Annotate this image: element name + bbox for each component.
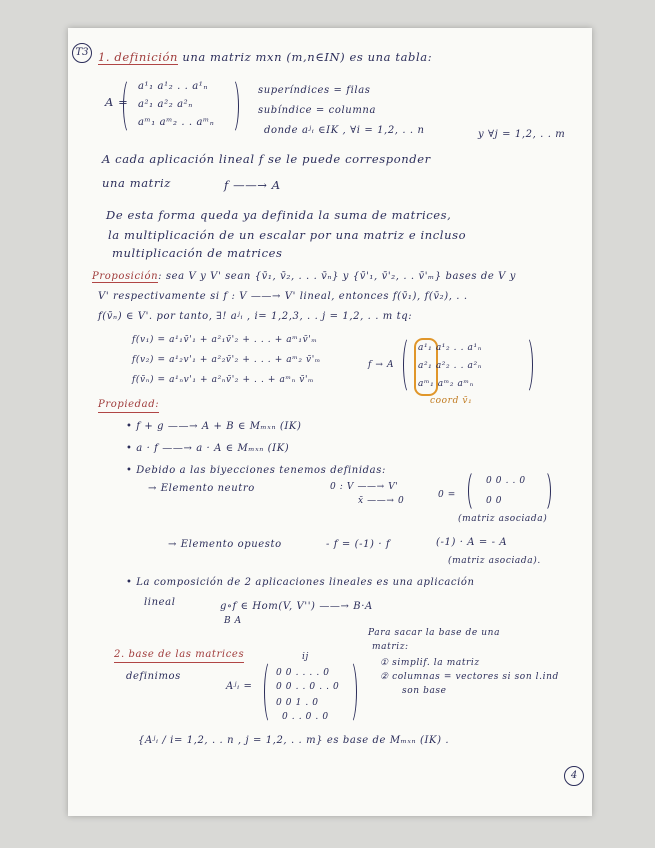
property-bijections: • Debido a las biyecciones tenemos definidas:: [126, 465, 386, 476]
text-line-1: A cada aplicación lineal f se le puede corresponder: [102, 152, 431, 166]
note-subindice: subíndice = columna: [258, 105, 377, 116]
basis-matrix-right-paren: [344, 660, 357, 724]
section2-heading: 2. base de las matrices: [114, 648, 244, 663]
note-superindices: superíndices = filas: [258, 85, 371, 96]
equation-2: f(v₂) = a¹₂v'₁ + a²₂v̄'₂ + . . . + aᵐ₂ v̄'ₘ: [132, 355, 321, 365]
text-line-2: una matriz: [102, 176, 171, 190]
prop-matrix-right-paren: [520, 336, 533, 394]
equation-3: f(v̄ₙ) = a¹ₙv'₁ + a²ₙv̄'₂ + . . + aᵐₙ v̄'ₘ: [132, 375, 315, 385]
zero-matrix-label: 0 =: [438, 490, 456, 500]
prop-matrix-row-1: a¹₁ a¹₂ . . a¹ₙ: [418, 343, 482, 353]
proposition-heading: Proposición: [92, 271, 159, 282]
properties-heading: Propiedad:: [98, 398, 159, 413]
f-to-a-label: f → A: [368, 360, 395, 370]
coord-annotation: coord v̄₁: [430, 396, 473, 406]
matrix-row-3: aᵐ₁ aᵐ₂ . . aᵐₙ: [138, 117, 215, 128]
side-note-1: Para sacar la base de una: [368, 628, 501, 638]
opposite-matrix: (-1) · A = - A: [436, 537, 508, 548]
property-scalar: • a · f ——→ a · A ∈ Mₘₓₙ (IK): [126, 443, 290, 454]
f-to-a-arrow: f ——→ A: [224, 178, 281, 192]
basis-row-3: 0 0 1 . 0: [276, 698, 319, 708]
neutral-element: → Elemento neutro: [148, 483, 255, 494]
opposite-note: (matriz asociada).: [448, 556, 541, 566]
proposition-line-3: f(v̄ₙ) ∈ V'. por tanto, ∃! aʲᵢ , i= 1,2,3, . . j = 1,2, . . m tq:: [98, 311, 413, 322]
composition-lineal: lineal: [144, 597, 176, 608]
notebook-page: [68, 28, 592, 816]
prop-matrix-row-3: aᵐ₁ aᵐ₂ aᵐₙ: [418, 379, 474, 389]
zero-matrix-row-1: 0 0 . . 0: [486, 476, 526, 486]
side-note-3: ① simplif. la matriz: [380, 658, 480, 668]
basis-row-1: 0 0 . . . . 0: [276, 668, 330, 678]
proposition-line-2: V' respectivamente si f : V ——→ V' lineal, entonces f(v̄₁), f(v̄₂), . .: [98, 291, 468, 302]
side-note-2: matriz:: [372, 642, 409, 652]
aij-label: Aʲᵢ =: [226, 681, 253, 692]
definition-line: [98, 50, 432, 64]
basis-row-2: 0 0 . . 0 . . 0: [276, 682, 340, 692]
opposite-equation: - f = (-1) · f: [326, 539, 391, 550]
ij-index: ij: [302, 652, 309, 662]
proposition-text-1: : sea V y V' sean {v̄₁, v̄₂, . . . v̄ₙ} y {v̄'₁, v̄'₂, . . v̄'ₘ} bases de V y: [158, 271, 516, 282]
basis-statement: {Aʲᵢ / i= 1,2, . . n , j = 1,2, . . m} es base de Mₘₓₙ (IK) .: [138, 735, 450, 746]
composition-sub: B A: [224, 616, 242, 626]
definimos: definimos: [126, 671, 181, 682]
side-note-4: ② columnas = vectores si son l.ind: [380, 672, 559, 682]
zero-matrix-note: (matriz asociada): [458, 514, 548, 524]
zero-matrix-right-paren: [538, 470, 551, 512]
neutral-map-2: x̄ ——→ 0: [358, 496, 405, 506]
composition-hom: g∘f ∈ Hom(V, V'') ——→ B·A: [220, 601, 373, 612]
matrix-row-1: a¹₁ a¹₂ . . a¹ₙ: [138, 81, 209, 92]
page-number: 4: [564, 766, 584, 786]
matrix-row-2: a²₁ a²₂ a²ₙ: [138, 99, 193, 110]
text-line-4: la multiplicación de un escalar por una matriz e incluso: [108, 228, 467, 242]
side-note-5: son base: [402, 686, 447, 696]
opposite-element: → Elemento opuesto: [168, 539, 282, 550]
margin-mark: T3: [72, 43, 92, 63]
neutral-map-1: 0 : V ——→ V': [330, 482, 399, 492]
text-line-5: multiplicación de matrices: [112, 246, 283, 260]
prop-matrix-row-2: a²₁ a²₂ . . a²ₙ: [418, 361, 482, 371]
note-forall-j: y ∀j = 1,2, . . m: [478, 129, 566, 140]
section1-heading: 1. definición: [98, 50, 179, 64]
zero-matrix-left-paren: [468, 470, 481, 512]
matrix-left-paren: [123, 78, 136, 134]
matrix-a-label: A =: [105, 95, 129, 109]
proposition-line-1: [92, 270, 516, 284]
definition-intro: una matriz mxn (m,n∈IN) es una tabla:: [182, 50, 433, 64]
composition-line: • La composición de 2 aplicaciones lineales es una aplicación: [126, 577, 475, 588]
basis-row-4: 0 . . 0 . 0: [282, 712, 329, 722]
property-sum: • f + g ——→ A + B ∈ Mₘₓₙ (IK): [126, 421, 302, 432]
text-line-3: De esta forma queda ya definida la suma de matrices,: [106, 208, 452, 222]
note-donde: donde aʲᵢ ∈IK , ∀i = 1,2, . . n: [264, 125, 425, 136]
zero-matrix-row-2: 0 0: [486, 496, 503, 506]
matrix-right-paren: [226, 78, 239, 134]
equation-1: f(v₁) = a¹₁v̄'₁ + a²₁v̄'₂ + . . . + aᵐ₁v̄'ₘ: [132, 335, 318, 345]
